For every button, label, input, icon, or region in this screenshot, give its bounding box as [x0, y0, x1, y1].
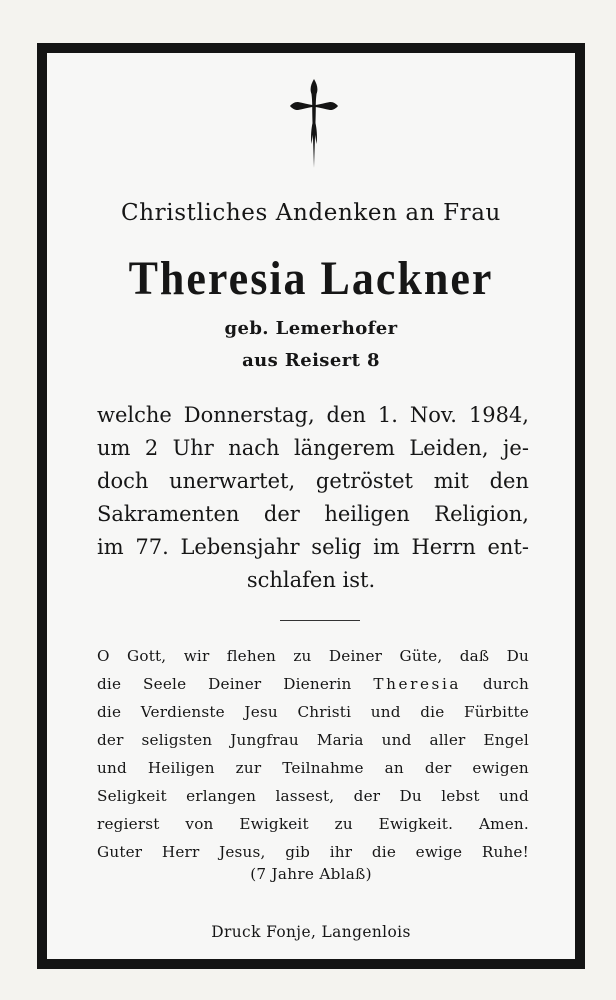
- card-content: [47, 53, 575, 959]
- obituary-line-6: schlafen ist.: [246, 568, 376, 592]
- divider-rule: [280, 620, 360, 621]
- obituary-line-5: im 77. Lebensjahr selig im Herrn ent-: [97, 535, 529, 559]
- origin-address: aus Reisert 8: [242, 350, 380, 371]
- prayer-line-1: O Gott, wir flehen zu Deiner Güte, daß Du: [97, 647, 529, 665]
- prayer-line-2: die Seele Deiner Dienerin Theresia durch: [97, 675, 529, 693]
- prayer-line-6: Seligkeit erlangen lassest, der Du lebst und: [97, 787, 529, 805]
- indulgence-note: (7 Jahre Ablaß): [250, 865, 372, 883]
- obituary-line-2: um 2 Uhr nach längerem Leiden, je-: [97, 436, 529, 460]
- black-mourning-border: [37, 43, 585, 969]
- obituary-line-4: Sakramenten der heiligen Religion,: [97, 502, 529, 526]
- prayer-line-8: Guter Herr Jesus, gib ihr die ewige Ruhe!: [97, 843, 529, 861]
- prayer-line-3: die Verdienste Jesu Christi und die Fürbitte: [97, 703, 529, 721]
- obituary-line-3: doch unerwartet, getröstet mit den: [97, 469, 529, 493]
- maiden-name: geb. Lemerhofer: [224, 318, 398, 339]
- prayer-line-4: der seligsten Jungfrau Maria und aller Engel: [97, 731, 529, 749]
- printer-imprint: Druck Fonje, Langenlois: [211, 923, 411, 941]
- prayer-line-7: regierst von Ewigkeit zu Ewigkeit. Amen.: [97, 815, 529, 833]
- ornate-cross-icon: [289, 78, 339, 170]
- obituary-line-1: welche Donnerstag, den 1. Nov. 1984,: [97, 403, 529, 427]
- prayer-line-5: und Heiligen zur Teilnahme an der ewigen: [97, 759, 529, 777]
- deceased-name: Theresia Lackner: [128, 252, 494, 305]
- intro-text: Christliches Andenken an Frau: [121, 200, 501, 226]
- deceased-first-name-spaced: Theresia: [373, 675, 462, 693]
